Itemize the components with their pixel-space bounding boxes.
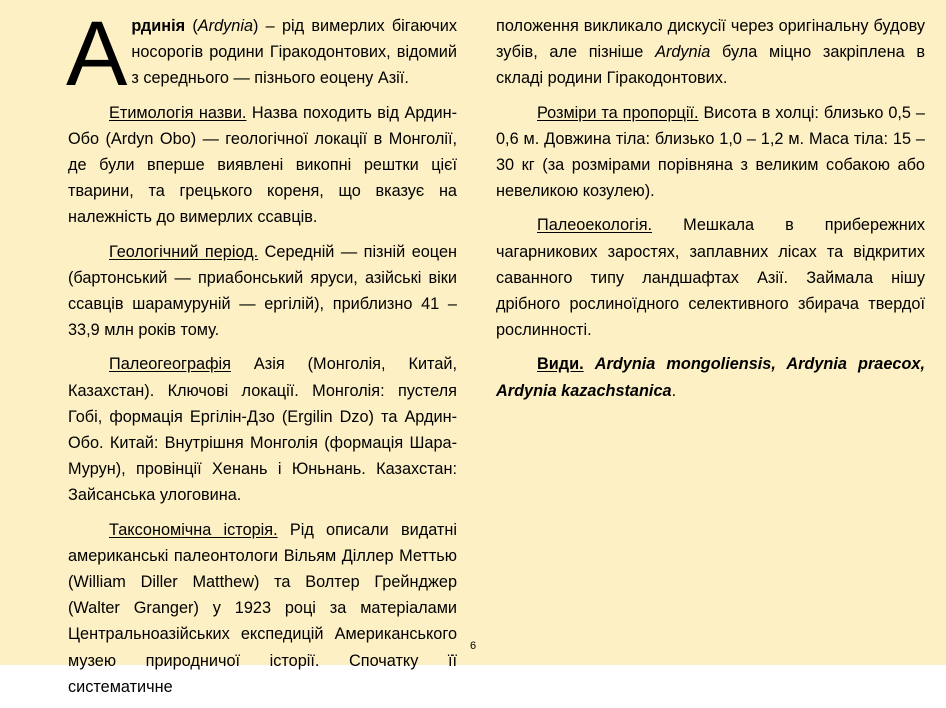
intro-text: ) – рід вимерлих бігаючих носорогів родини Гіракодонтових, відомий з середнього — пізнього еоцену Азії.: [131, 17, 457, 88]
paleoecology-heading: Палеоекологія.: [537, 216, 653, 235]
species-end: .: [671, 381, 677, 400]
taxonomic-continuation-paragraph: [496, 13, 925, 92]
etymology-text: Назва походить від Ардин-Обо (Ardyn Obo) — геологічної локації в Монголії, де були вперше виявлені викопні рештки цієї тварини, та грецького кореня, що вказує на належність до вимерлих ссавців.: [68, 103, 458, 227]
paleogeography-text: Азія (Монголія, Китай, Казахстан). Ключові локації. Монголія: пустеля Гобі, формація Ергілін-Дзо (Ergilin Dzo) та Ардин-Обо. Китай: Внутрішня Монголія (формація Шара-Мурун), провінції Хенань і Юньнань. Казахстан: Зайсанська улоговина.: [68, 355, 457, 505]
paleoecology-paragraph: [496, 212, 925, 343]
dropcap-letter: А: [66, 3, 128, 105]
taxonomic-history-text: Рід описали видатні американські палеонтологи Вільям Діллер Меттью (William Diller Matthew) та Волтер Грейнджер (Walter Granger) у 1923 році за матеріалами Центральноазійських експедицій Американського музею природничої історії. Спочатку її систематичне: [68, 520, 457, 696]
taxonomic-history-heading: Таксономічна історія.: [109, 520, 278, 539]
species-list: Ardynia mongoliensis, Ardynia praecox, Ardynia kazachstanica: [496, 355, 925, 400]
taxonomic-continuation-text-after: була міцно закріплена в складі родини Гіракодонтових.: [496, 43, 925, 88]
etymology-heading: Етимологія назви.: [109, 103, 247, 122]
taxonomic-continuation-text-before: положення викликало дискусії через оригінальну будову зубів, але пізніше: [496, 17, 925, 62]
etymology-paragraph: [68, 100, 457, 231]
page-number: 6: [469, 640, 477, 652]
geological-period-text: Середній — пізній еоцен (бартонський — приабонський яруси, азійські віки ссавців шарамуруній — ергілій), приблизно 41 – 33,9 млн років тому.: [68, 242, 457, 340]
intro-paren: (: [185, 17, 198, 35]
right-column: [496, 13, 925, 412]
genus-title: рдинія: [131, 17, 186, 35]
species-paragraph: [496, 351, 925, 403]
intro-paragraph: [66, 3, 457, 105]
taxonomic-history-paragraph: [68, 517, 457, 700]
geological-period-heading: Геологічний період.: [109, 242, 259, 261]
species-space: [584, 355, 595, 373]
size-text: Висота в холці: близько 0,5 – 0,6 м. Довжина тіла: близько 1,0 – 1,2 м. Маса тіла: 15 – 30 кг (за розмірами порівняна з великим собакою або невеликою козулею).: [496, 103, 925, 201]
paleogeography-heading: Палеогеографія: [109, 355, 231, 374]
geological-period-paragraph: [68, 239, 457, 344]
left-column: [66, 3, 458, 708]
size-paragraph: [496, 100, 925, 205]
taxonomic-continuation-latin-name: Ardynia: [655, 43, 711, 62]
size-heading: Розміри та пропорції.: [537, 103, 699, 122]
paleogeography-paragraph: [68, 351, 457, 508]
genus-latin-name: Ardynia: [197, 17, 254, 35]
species-heading: Види.: [537, 355, 584, 374]
paleoecology-text: Мешкала в прибережних чагарникових заростях, заплавних лісах та відкритих саванного типу ландшафтах Азії. Займала нішу дрібного рослиноїдного селективного збирача твердої рослинності.: [496, 216, 925, 340]
